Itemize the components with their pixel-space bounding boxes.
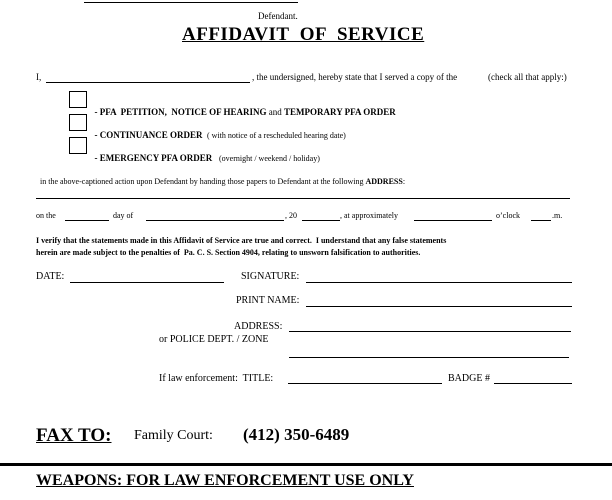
title-line[interactable] <box>288 383 442 384</box>
address-line-2[interactable] <box>289 357 569 358</box>
badge-line[interactable] <box>494 383 572 384</box>
intro-suffix: , the undersigned, hereby state that I served a copy of the <box>252 72 458 82</box>
action-text-suffix: : <box>402 177 406 186</box>
date-line[interactable] <box>70 282 224 283</box>
day-of-label: day of <box>113 211 134 220</box>
service-address-line[interactable] <box>36 198 570 199</box>
on-the-label: on the <box>36 211 56 220</box>
print-name-label: PRINT NAME: <box>236 295 300 306</box>
pfa-petition-label-and: and <box>266 107 285 117</box>
intro-prefix: I, <box>36 72 42 82</box>
time-line[interactable] <box>414 220 492 221</box>
action-text <box>36 168 405 186</box>
emergency-pfa-checkbox[interactable] <box>69 137 87 154</box>
oclock-label: o’clock <box>496 211 520 220</box>
year-prefix: , 20 <box>285 211 297 220</box>
check-note: (check all that apply:) <box>488 72 567 82</box>
verification-line-1: I verify that the statements made in this Affidavit of Service are true and correct. I understand that any false statements <box>36 236 447 245</box>
section-divider <box>0 463 612 466</box>
am-pm-line[interactable] <box>531 220 551 221</box>
continuance-order-label <box>90 120 346 140</box>
pfa-petition-checkbox[interactable] <box>69 91 87 108</box>
verification-line-2: herein are made subject to the penalties of Pa. C. S. Section 4904, relating to unsworn falsification to authorities. <box>36 248 421 257</box>
fax-phone-number: (412) 350-6489 <box>243 425 350 444</box>
weapons-heading: WEAPONS: FOR LAW ENFORCEMENT USE ONLY <box>36 472 414 489</box>
m-label: .m. <box>552 211 563 220</box>
continuance-order-checkbox[interactable] <box>69 114 87 131</box>
emergency-pfa-label-main: - EMERGENCY PFA ORDER <box>94 153 213 163</box>
print-name-line[interactable] <box>306 306 572 307</box>
pfa-petition-label <box>90 97 396 117</box>
action-text-prefix: in the above-captioned action upon Defendant by handing those papers to Defendant at the following <box>40 177 364 186</box>
day-line[interactable] <box>65 220 109 221</box>
defendant-name-line[interactable] <box>84 2 298 3</box>
month-line[interactable] <box>146 220 284 221</box>
pfa-petition-label-main: - PFA PETITION, NOTICE OF HEARING <box>94 107 267 117</box>
approx-label: , at approximately <box>340 211 398 220</box>
page-title: AFFIDAVIT OF SERVICE <box>182 24 425 45</box>
emergency-pfa-label <box>90 143 320 163</box>
emergency-pfa-note: (overnight / weekend / holiday) <box>219 154 320 163</box>
continuance-order-label-main: - CONTINUANCE ORDER <box>94 130 203 140</box>
police-dept-label: or POLICE DEPT. / ZONE <box>159 334 269 345</box>
fax-family-court-label: Family Court: <box>134 428 213 443</box>
server-name-line[interactable] <box>46 82 250 83</box>
defendant-label: Defendant. <box>258 11 298 21</box>
signature-label: SIGNATURE: <box>241 271 300 282</box>
address-line-1[interactable] <box>289 331 571 332</box>
fax-to-title: FAX TO: <box>36 425 112 446</box>
badge-label: BADGE # <box>448 373 490 384</box>
year-line[interactable] <box>302 220 340 221</box>
address-label: ADDRESS: <box>234 321 283 332</box>
pfa-petition-label-temp: TEMPORARY PFA ORDER <box>284 107 396 117</box>
date-label: DATE: <box>36 271 65 282</box>
action-text-address: ADDRESS <box>365 177 403 186</box>
signature-line[interactable] <box>306 282 572 283</box>
law-enforcement-title-label: If law enforcement: TITLE: <box>159 373 274 384</box>
continuance-order-note: ( with notice of a rescheduled hearing date) <box>207 131 346 140</box>
